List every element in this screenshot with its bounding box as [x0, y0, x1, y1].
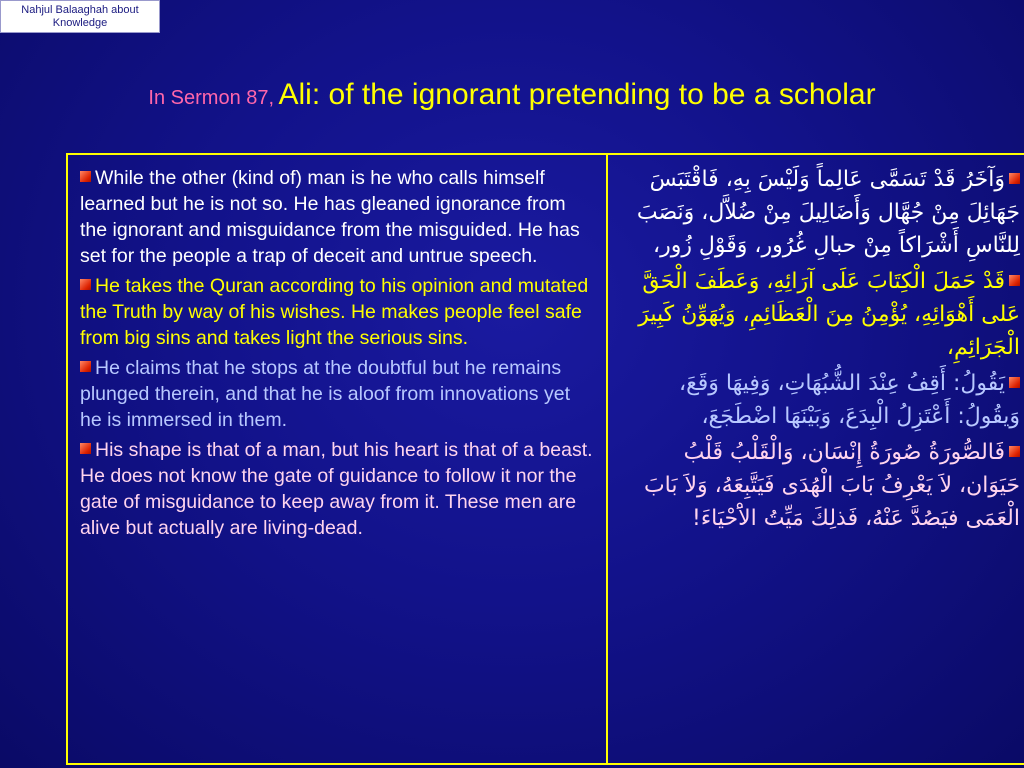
arabic-paragraph-1 [618, 163, 1020, 262]
bullet-square-icon [80, 443, 91, 454]
bullet-square-icon [80, 171, 91, 182]
english-paragraph-4 [80, 437, 596, 541]
english-text-3: He claims that he stops at the doubtful but he remains plunged therein, and that he is aloof from innovations yet he is immersed in them. [80, 357, 570, 431]
bullet-square-icon [80, 279, 91, 290]
arabic-column [608, 155, 1024, 763]
bullet-square-icon [1009, 275, 1020, 286]
english-paragraph-1 [80, 165, 596, 269]
english-paragraph-2 [80, 273, 596, 351]
arabic-text-2: قَدْ حَمَلَ الْكِتَابَ عَلَى آرَائِهِ، وَعَطَفَ الْحَقَّ عَلى أَهْوَائِهِ، يُؤْمِنُ مِنَ الْعَظَائِمِ، وَيُهَوِّنُ كَبِيرَ الْجَرَائِمِ، [638, 269, 1020, 360]
bullet-square-icon [1009, 173, 1020, 184]
arabic-paragraph-2 [618, 265, 1020, 364]
topic-tag-line2: Knowledge [52, 17, 108, 29]
title-prefix: In Sermon 87, [148, 87, 275, 109]
english-text-2: He takes the Quran according to his opinion and mutated the Truth by way of his wishes. He makes people feel safe from big sins and takes light the serious sins. [80, 275, 589, 349]
content-table [66, 153, 1024, 765]
english-text-4: His shape is that of a man, but his heart is that of a beast. He does not know the gate of guidance to follow it nor the gate of misguidance to keep away from it. These men are alive but actually are living-dead. [80, 439, 593, 539]
arabic-text-4: فَالصُّورَةُ صُورَةُ إِنْسَان، وَالْقَلْبُ قَلْبُ حَيَوَان، لاَ يَعْرِفُ بَابَ الْهُدَى فَيَتَّبِعَهُ، وَلاَ بَابَ الْعَمَى فيَصُدَّ عَنْهُ، فَذلِكَ مَيِّتُ الاَْحْيَاءَ! [643, 440, 1020, 531]
slide-title [0, 78, 1024, 112]
english-paragraph-3 [80, 355, 596, 433]
arabic-paragraph-4 [618, 436, 1020, 535]
arabic-text-3: يَقُولُ: أَقِفُ عِنْدَ الشُّبُهَاتِ، وَفِيهَا وَقَعَ، وَيقُولُ: أَعْتَزِلُ الْبِدَعَ، وَبَيْنَهَا اضْطَجَعَ، [678, 371, 1020, 429]
arabic-text-1: وَآخَرُ قَدْ تَسَمَّى عَالِماً وَلَيْسَ بِهِ، فَاقْتَبَسَ جَهَائِلَ مِنْ جُهَّال وَأَضَالِيلَ مِنْ ضُلاَّل، وَنَصَبَ لِلنَّاسِ أَشْرَاكاً مِنْ حبالِ غُرُور، وَقَوْلِ زُور، [636, 167, 1020, 258]
title-main: Ali: of the ignorant pretending to be a scholar [278, 78, 876, 111]
topic-tag [0, 0, 160, 33]
arabic-paragraph-3 [618, 367, 1020, 433]
bullet-square-icon [1009, 377, 1020, 388]
bullet-square-icon [80, 361, 91, 372]
topic-tag-line1: Nahjul Balaaghah about [21, 4, 139, 16]
english-column [68, 155, 608, 763]
bullet-square-icon [1009, 446, 1020, 457]
english-text-1: While the other (kind of) man is he who calls himself learned but he is not so. He has gleaned ignorance from the ignorant and misguidance from the misguided. He has set for the people a trap of deceit and untrue speech. [80, 167, 580, 267]
